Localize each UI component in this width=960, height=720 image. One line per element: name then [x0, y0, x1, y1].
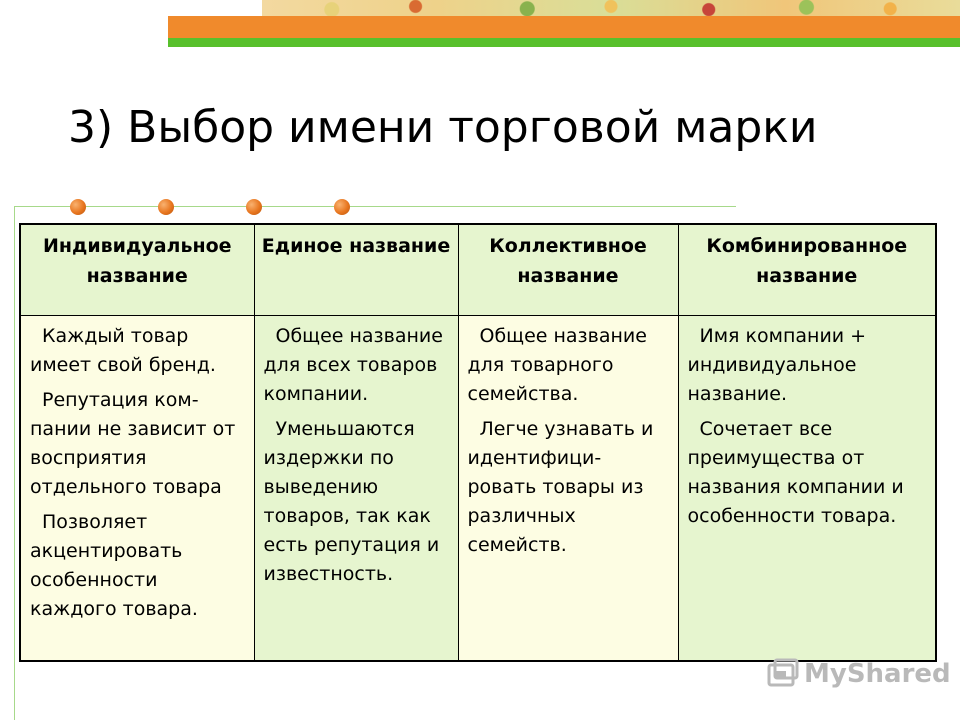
- cell-paragraph: Каждый товар имеет свой бренд.: [30, 325, 216, 376]
- bullet-dot-icon: [158, 199, 174, 215]
- decorative-vertical-line: [14, 206, 15, 720]
- banner-orange-bar: [168, 16, 960, 38]
- top-decorative-banner: [0, 0, 960, 50]
- cell-combined: [678, 316, 936, 662]
- cell-paragraph: Легче узнавать и идентифици-ровать товары из различных семейств.: [467, 418, 654, 556]
- cell-paragraph: Общее название для всех товаров компании.: [263, 325, 443, 405]
- banner-photo-strip: [262, 0, 960, 16]
- bullet-dot-icon: [70, 199, 86, 215]
- column-header-combined: Комбинированное название: [678, 224, 936, 316]
- myshared-logo-icon: [766, 657, 800, 691]
- table-header-row: [20, 224, 936, 316]
- bullet-dot-icon: [246, 199, 262, 215]
- column-header-collective: Коллективное название: [458, 224, 678, 316]
- column-header-single: Единое название: [254, 224, 458, 316]
- table-row: [20, 316, 936, 662]
- cell-individual: [20, 316, 254, 662]
- cell-paragraph: Общее название для товарного семейства.: [467, 325, 647, 405]
- cell-paragraph: Сочетает все преимущества от названия компании и особенности товара.: [687, 418, 904, 527]
- bullet-dot-icon: [334, 199, 350, 215]
- cell-paragraph: Репутация ком-пании не зависит от восприятия отдельного товара: [30, 389, 236, 498]
- cell-paragraph: Позволяет акцентировать особенности каждого товара.: [30, 511, 198, 620]
- cell-single: [254, 316, 458, 662]
- brand-naming-table: [19, 223, 937, 662]
- cell-paragraph: Уменьшаются издержки по выведению товаров, так как есть репутация и известность.: [263, 418, 440, 585]
- cell-collective: [458, 316, 678, 662]
- banner-blank-area: [0, 0, 172, 50]
- banner-green-bar: [168, 38, 960, 47]
- slide-title: 3) Выбор имени торговой марки: [68, 102, 818, 153]
- myshared-watermark: [766, 656, 951, 692]
- column-header-individual: Индивидуальное название: [20, 224, 254, 316]
- watermark-text: MyShared: [804, 659, 951, 689]
- cell-paragraph: Имя компании + индивидуальное название.: [687, 325, 867, 405]
- decorative-horizontal-line: [14, 206, 736, 207]
